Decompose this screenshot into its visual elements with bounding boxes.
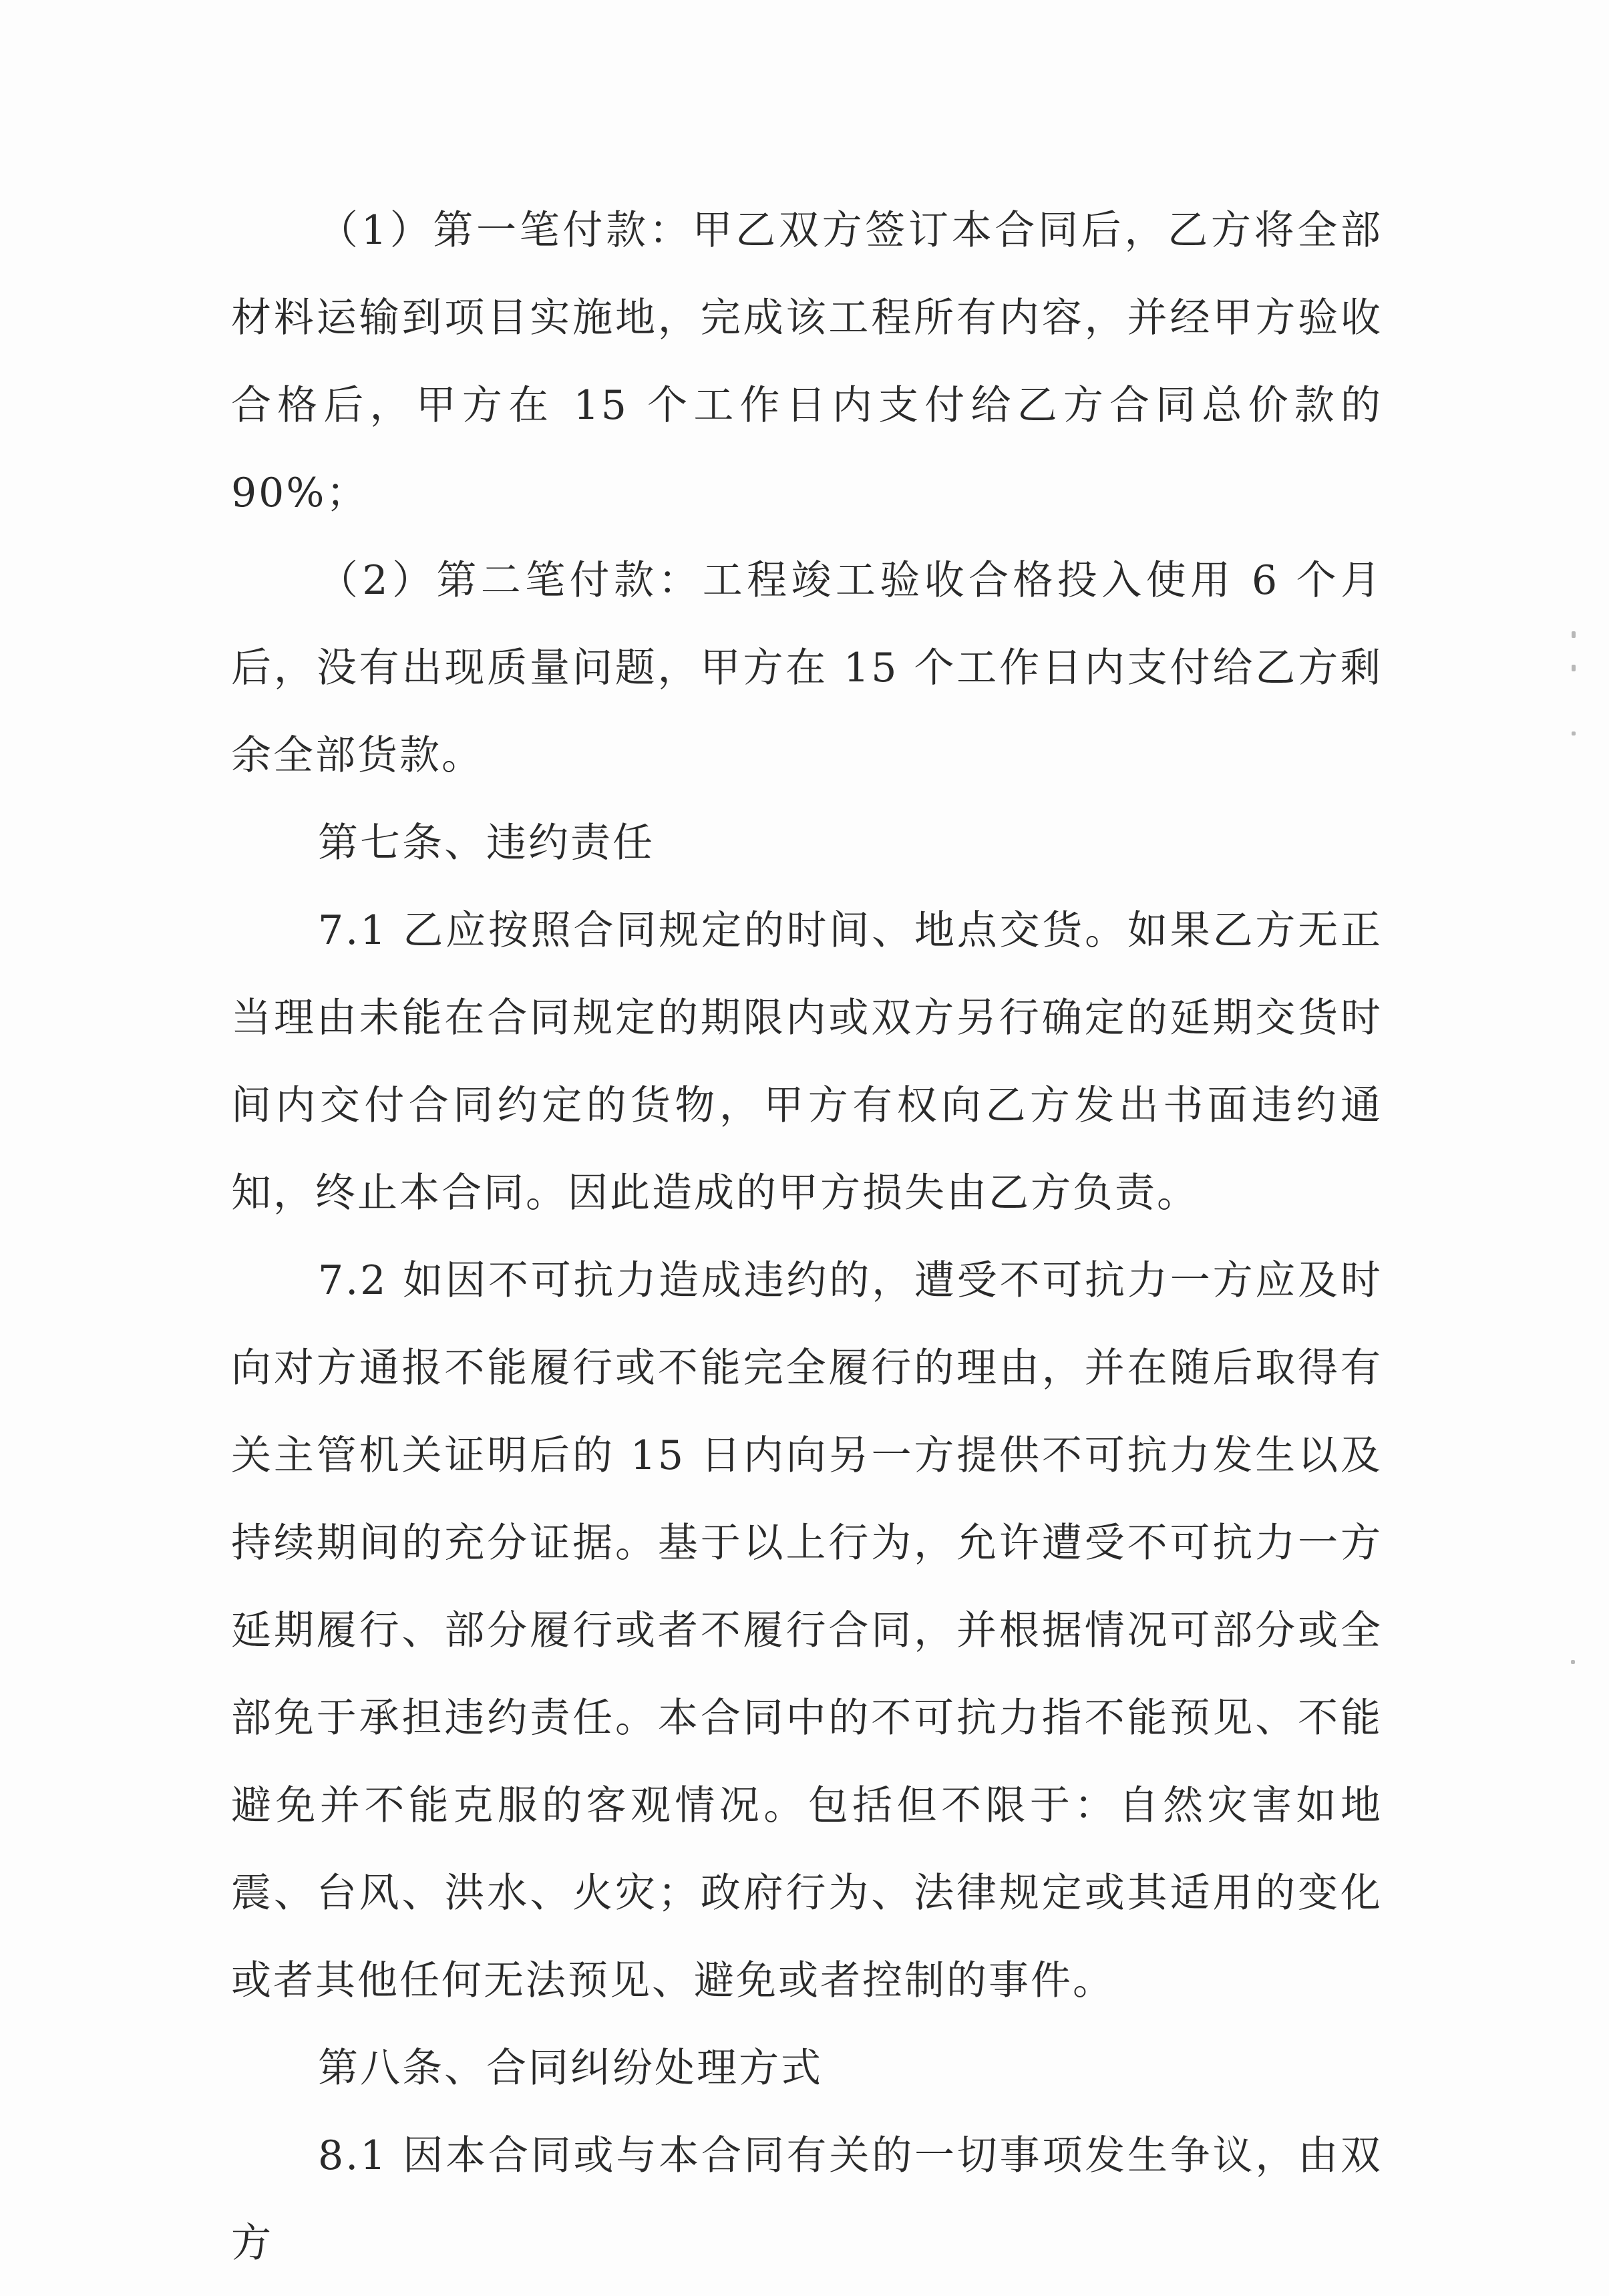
scan-speck [1572, 731, 1576, 735]
payment-clause-2: （2）第二笔付款：工程竣工验收合格投入使用 6 个月后，没有出现质量问题，甲方在 15 个工作日内支付给乙方剩余全部货款。 [231, 557, 1383, 779]
clause-8-1: 8.1 因本合同或与本合同有关的一切事项发生争议，由双方 [231, 2132, 1383, 2267]
scan-speck [1572, 631, 1576, 638]
scan-speck [1572, 665, 1576, 671]
article-8-heading: 第八条、合同纠纷处理方式 [318, 2045, 823, 2092]
payment-clause-1: （1）第一笔付款：甲乙双方签订本合同后，乙方将全部材料运输到项目实施地，完成该工程所有内容，并经甲方验收合格后，甲方在 15 个工作日内支付给乙方合同总价款的 90%； [231, 207, 1383, 516]
article-7-heading: 第七条、违约责任 [318, 820, 655, 866]
clause-7-2: 7.2 如因不可抗力造成违约的，遭受不可抗力一方应及时向对方通报不能履行或不能完全履行的理由，并在随后取得有关主管机关证明后的 15 日内向另一方提供不可抗力发生以及持续期间的充分证据。基于以上行为，允许遭受不可抗力一方延期履行、部分履行或者不履行合同，并根据情况可部分或全部免于承担违约责任。本合同中的不可抗力指不能预见、不能避免并不能克服的客观情况。包括但不限于：自然灾害如地震、台风、洪水、火灾；政府行为、法律规定或其适用的变化或者其他任何无法预见、避免或者控制的事件。 [231, 1257, 1383, 2004]
contract-body [231, 187, 1383, 2287]
scan-speck [1571, 1660, 1575, 1664]
clause-7-1: 7.1 乙应按照合同规定的时间、地点交货。如果乙方无正当理由未能在合同规定的期限内或双方另行确定的延期交货时间内交付合同约定的货物，甲方有权向乙方发出书面违约通知，终止本合同。因此造成的甲方损失由乙方负责。 [231, 907, 1383, 1216]
